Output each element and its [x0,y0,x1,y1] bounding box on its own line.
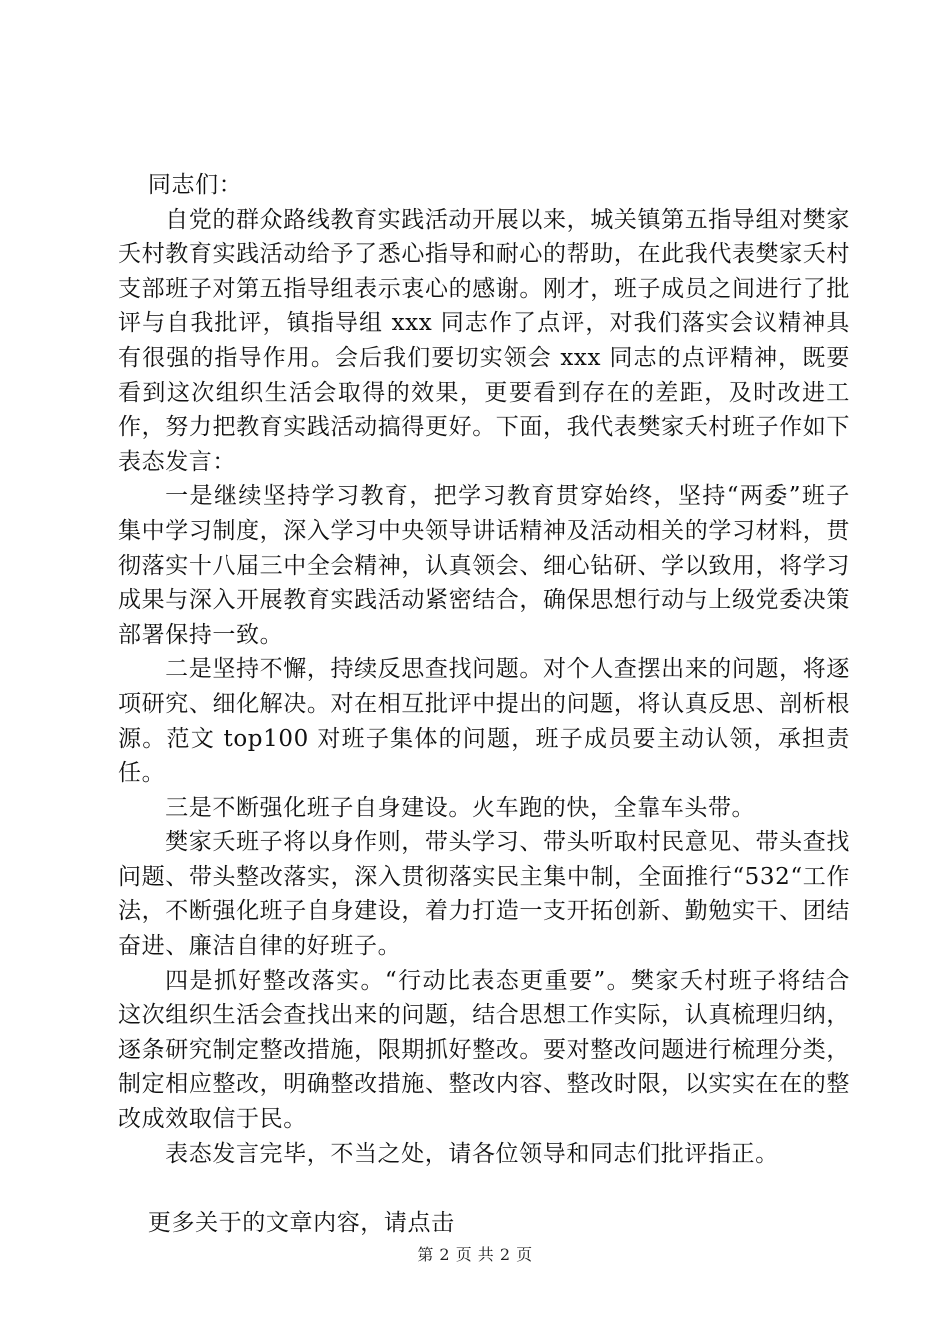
paragraph-intro: 自党的群众路线教育实践活动开展以来，城关镇第五指导组对樊家夭村教育实践活动给予了悉心指导和耐心的帮助，在此我代表樊家夭村支部班子对第五指导组表示衷心的感谢。刚才，班子成员之间进行了批评与自我批评，镇指导组 xxx 同志作了点评，对我们落实会议精神具有很强的指导作用。会后我们要切实领会 xxx 同志的点评精神，既要看到这次组织生活会取得的效果，更要看到存在的差距，及时改进工作，努力把教育实践活动搞得更好。下面，我代表樊家夭村班子作如下表态发言： [118,206,850,475]
more-articles-link[interactable]: 更多关于的文章内容，请点击 [147,1209,455,1236]
paragraph-point-three: 三是不断强化班子自身建设。火车跑的快，全靠车头带。 [165,794,756,821]
greeting: 同志们： [147,172,243,198]
paragraph-point-three-detail: 樊家夭班子将以身作则，带头学习、带头听取村民意见、带头查找问题、带头整改落实，深入贯彻落实民主集中制，全面推行“532“工作法，不断强化班子自身建设，着力打造一支开拓创新、勤勉实干、团结奋进、廉洁自律的好班子。 [118,829,850,960]
paragraph-closing: 表态发言完毕，不当之处，请各位领导和同志们批评指正。 [165,1140,779,1167]
paragraph-point-four: 四是抓好整改落实。“行动比表态更重要”。樊家夭村班子将结合这次组织生活会查找出来的问题，结合思想工作实际，认真梳理归纳，逐条研究制定整改措施，限期抓好整改。要对整改问题进行梳理分类，制定相应整改，明确整改措施、整改内容、整改时限，以实实在在的整改成效取信于民。 [118,967,850,1133]
paragraph-point-two: 二是坚持不懈，持续反思查找问题。对个人查摆出来的问题，将逐项研究、细化解决。对在相互批评中提出的问题，将认真反思、剖析根源。范文 top100 对班子集体的问题，班子成员要主动认领，承担责任。 [118,656,850,787]
page-footer: 第 2 页 共 2 页 [417,1245,533,1264]
blank-line [118,1171,850,1206]
document-body [118,168,850,1240]
paragraph-point-one: 一是继续坚持学习教育，把学习教育贯穿始终，坚持“两委”班子集中学习制度，深入学习中央领导讲话精神及活动相关的学习材料，贯彻落实十八届三中全会精神，认真领会、细心钻研、学以致用，将学习成果与深入开展教育实践活动紧密结合，确保思想行动与上级党委决策部署保持一致。 [118,483,850,648]
